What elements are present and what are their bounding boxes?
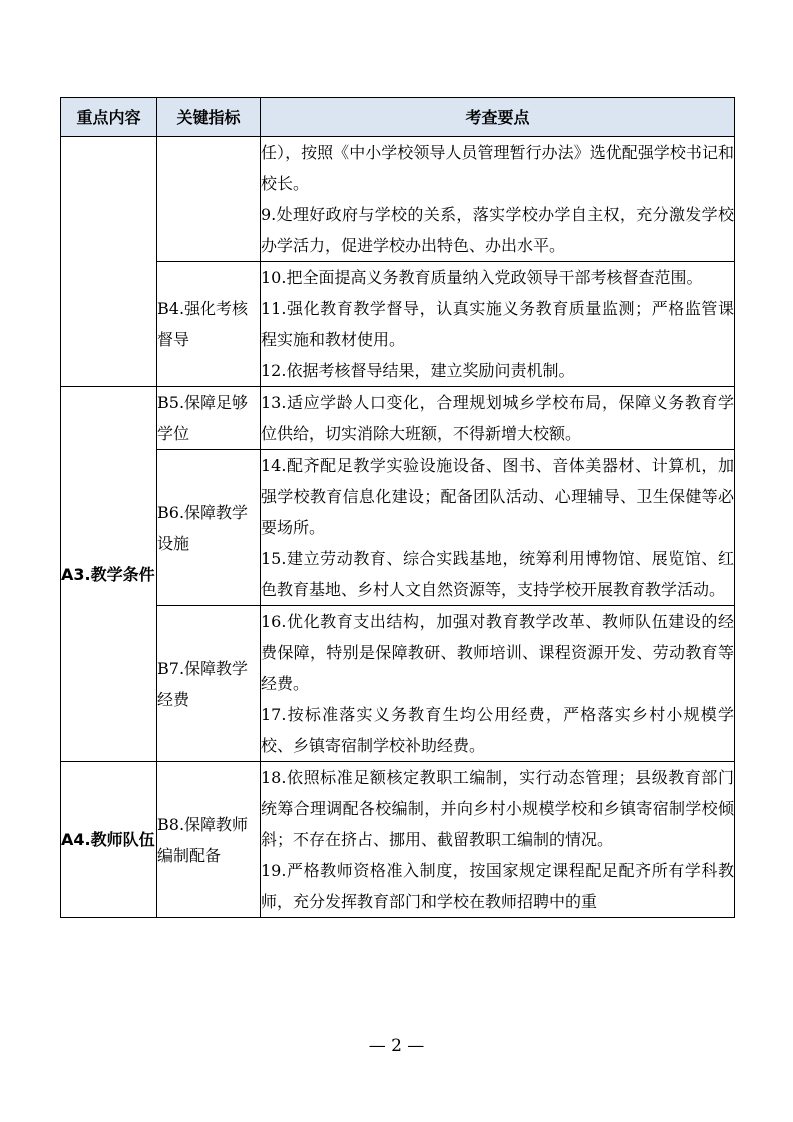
table-row [61, 606, 735, 762]
check-point: 14.配齐配足教学实验设施设备、图书、音体美器材、计算机，加强学校教育信息化建设；配备团队活动、心理辅导、卫生保健等必要场所。 [261, 456, 734, 537]
table-header-row [61, 98, 735, 137]
header-key-content: 重点内容 [61, 98, 157, 137]
check-points-cell [261, 762, 735, 918]
page-number: — 2 — [368, 1036, 425, 1056]
check-point: 19.严格教师资格准入制度，按国家规定课程配足配齐所有学科教师，充分发挥教育部门和学校在教师招聘中的重 [261, 861, 734, 911]
header-check-points: 考查要点 [261, 98, 735, 137]
table-row [61, 262, 735, 387]
check-point: 任），按照《中小学校领导人员管理暂行办法》选优配强学校书记和校长。 [261, 143, 734, 193]
table-row [61, 387, 735, 450]
key-indicator-cell: B4.强化考核督导 [157, 262, 261, 387]
check-point: 16.优化教育支出结构，加强对教育教学改革、教师队伍建设的经费保障，特别是保障教研、教师培训、课程资源开发、劳动教育等经费。 [261, 612, 734, 693]
table-row [61, 137, 735, 262]
check-point: 15.建立劳动教育、综合实践基地，统筹利用博物馆、展览馆、红色教育基地、乡村人文自然资源等，支持学校开展教育教学活动。 [261, 549, 734, 599]
check-points-cell [261, 262, 735, 387]
check-point: 18.依照标准足额核定教职工编制，实行动态管理；县级教育部门统筹合理调配各校编制，并向乡村小规模学校和乡镇寄宿制学校倾斜；不存在挤占、挪用、截留教职工编制的情况。 [261, 768, 734, 849]
key-indicator-cell: B7.保障教学经费 [157, 606, 261, 762]
key-indicator-cell: B8.保障教师编制配备 [157, 762, 261, 918]
evaluation-table [60, 97, 735, 918]
key-content-cell [61, 137, 157, 387]
check-points-cell [261, 450, 735, 606]
key-indicator-cell: B5.保障足够学位 [157, 387, 261, 450]
key-indicator-cell [157, 137, 261, 262]
check-point: 9.处理好政府与学校的关系，落实学校办学自主权，充分激发学校办学活力，促进学校办出特色、办出水平。 [261, 205, 734, 255]
key-content-cell: A4.教师队伍 [61, 762, 157, 918]
check-point: 11.强化教育教学督导，认真实施义务教育质量监测；严格监管课程实施和教材使用。 [261, 299, 734, 349]
check-points-cell [261, 137, 735, 262]
check-point: 12.依据考核督导结果，建立奖励问责机制。 [261, 361, 575, 380]
key-content-cell: A3.教学条件 [61, 387, 157, 762]
table-row [61, 762, 735, 918]
check-point: 13.适应学龄人口变化，合理规划城乡学校布局，保障义务教育学位供给，切实消除大班额，不得新增大校额。 [261, 393, 734, 443]
check-points-cell [261, 606, 735, 762]
check-points-cell [261, 387, 735, 450]
key-indicator-cell: B6.保障教学设施 [157, 450, 261, 606]
header-key-indicator: 关键指标 [157, 98, 261, 137]
table-row [61, 450, 735, 606]
check-point: 10.把全面提高义务教育质量纳入党政领导干部考核督查范围。 [261, 268, 703, 287]
check-point: 17.按标准落实义务教育生均公用经费，严格落实乡村小规模学校、乡镇寄宿制学校补助经费。 [261, 705, 734, 755]
